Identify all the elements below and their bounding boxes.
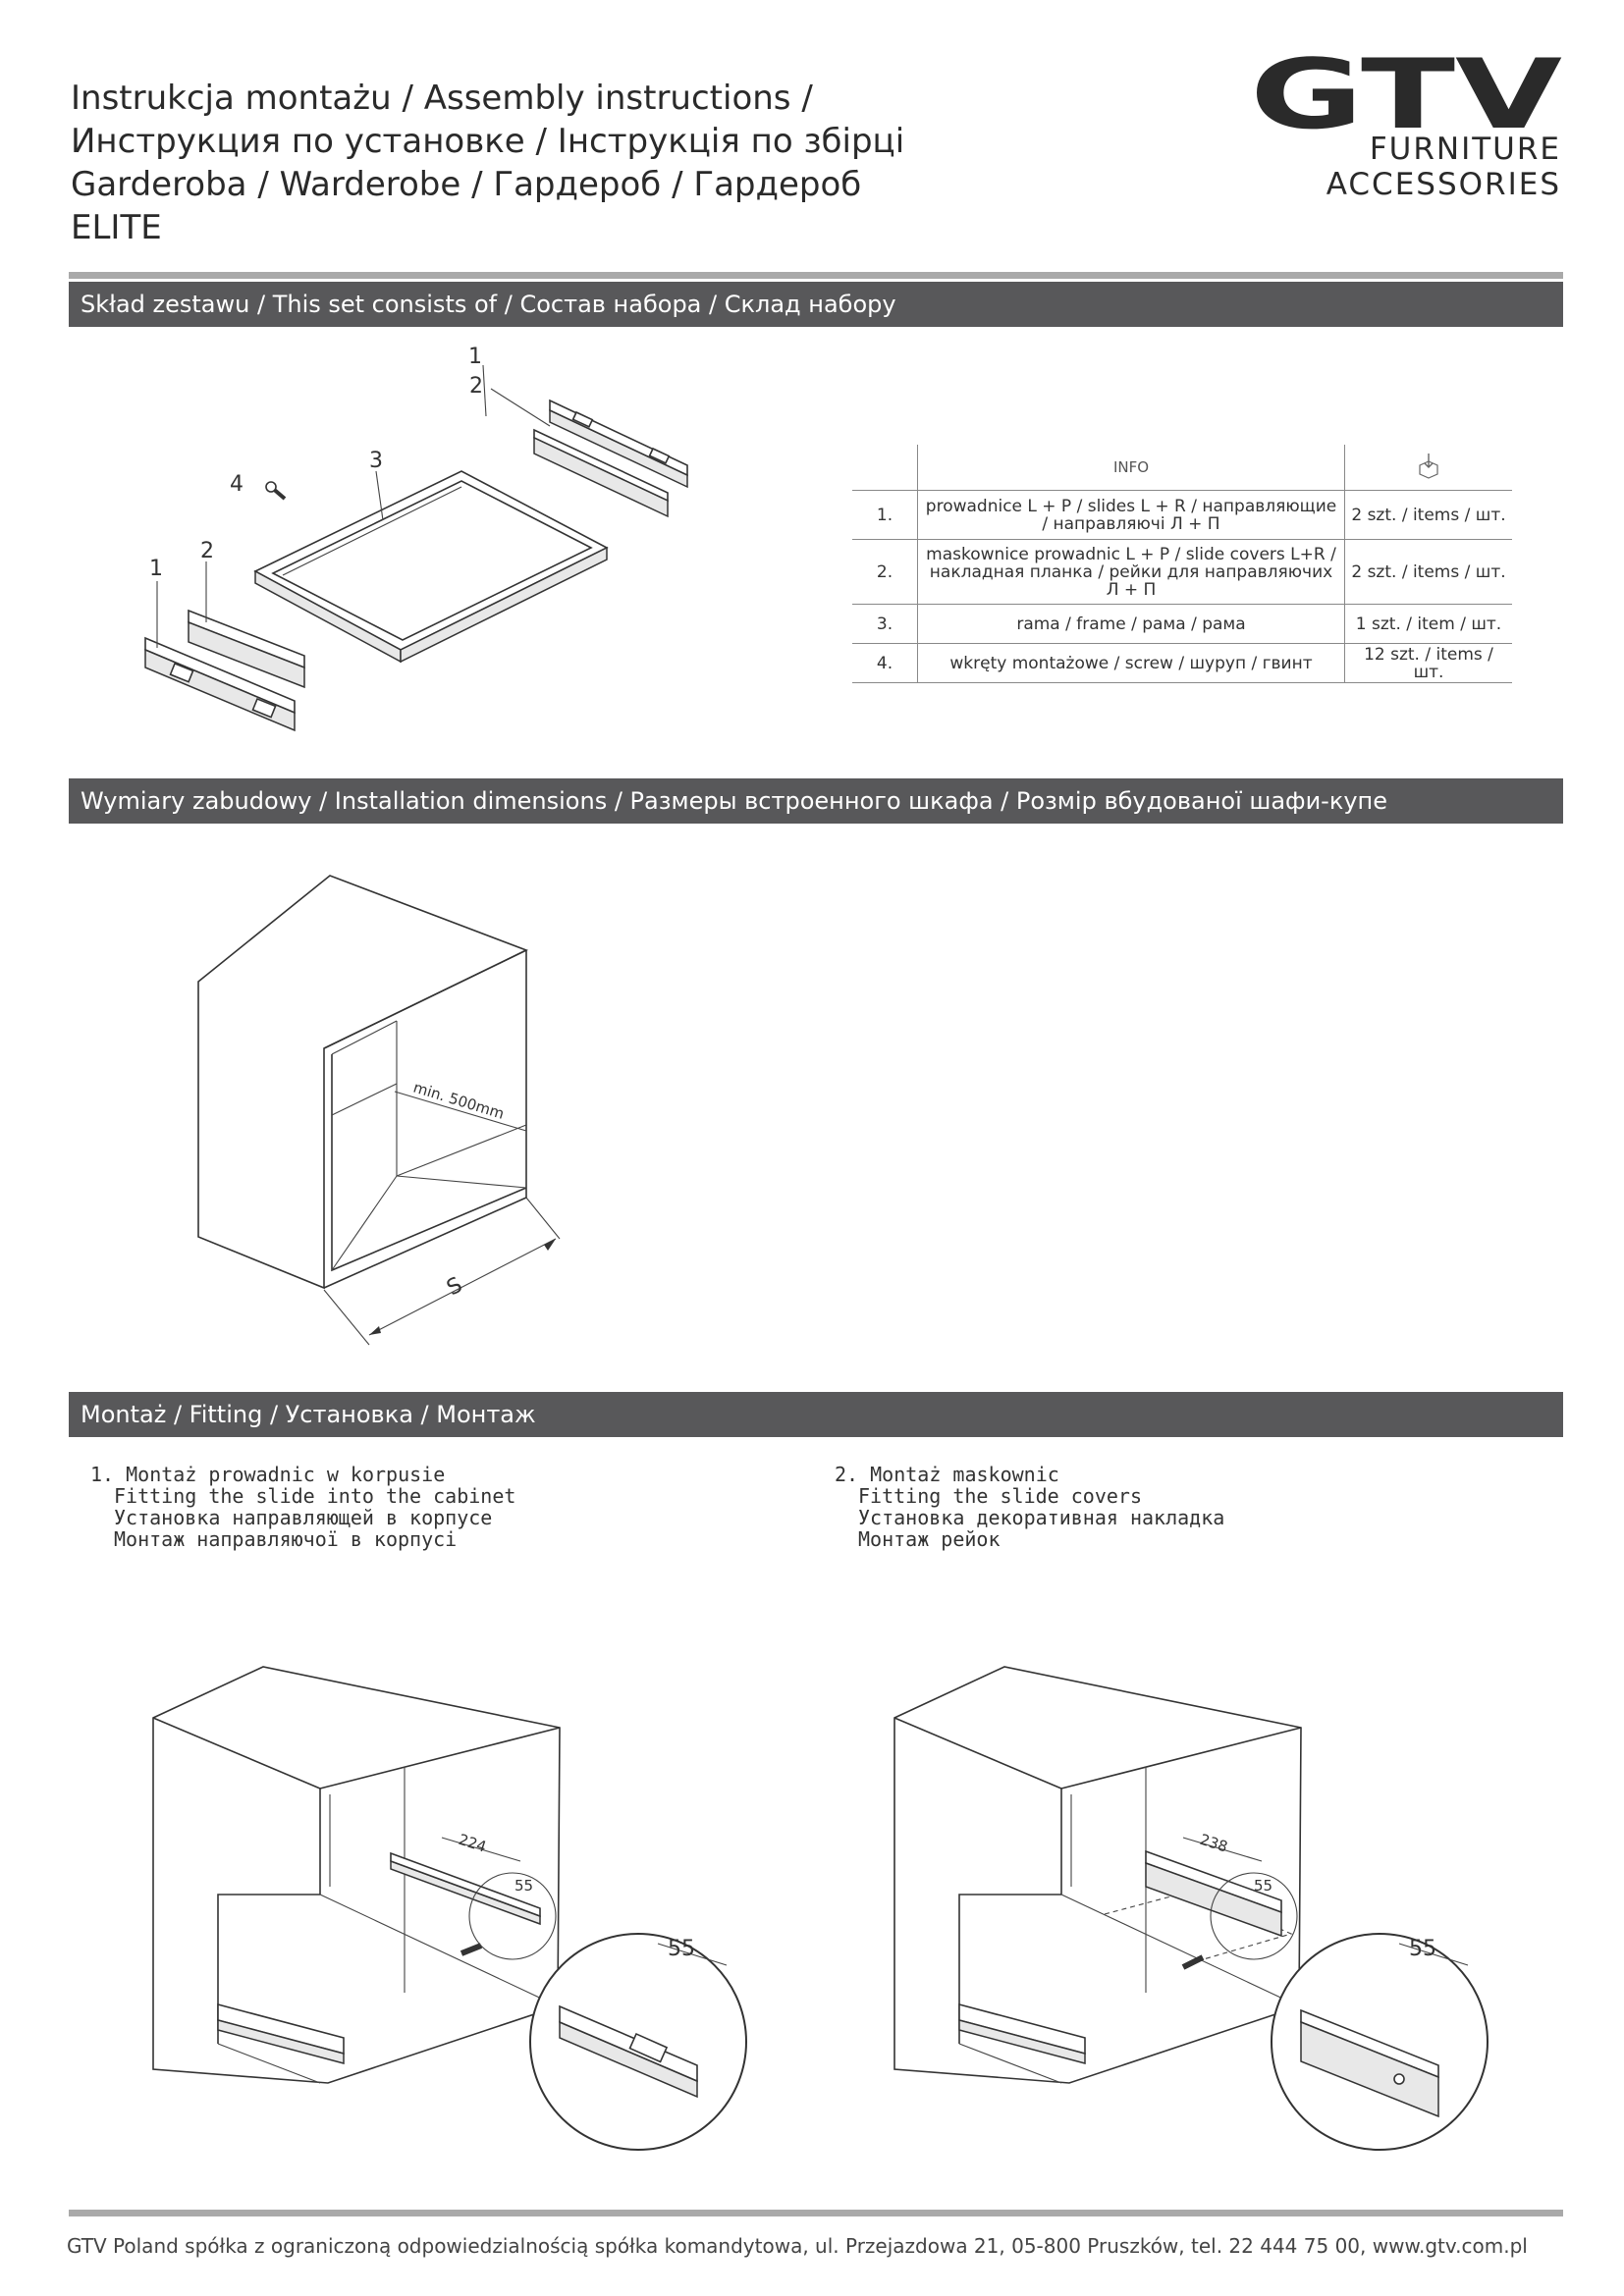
part-label: 1 [468,345,482,369]
table-header-info: INFO [918,445,1345,491]
part-label: 4 [230,472,244,497]
section-header-set: Skład zestawu / This set consists of / Состав набора / Склад набору [69,282,1563,327]
detail-dim-55: 55 [668,1937,695,1961]
dim-224: 224 [456,1830,489,1856]
table-row: 2. maskownice prowadnic L + P / slide covers L+R / накладная планка / рейки для направляючих Л + П 2 szt. / items / шт. [852,540,1512,605]
width-label: S [443,1272,467,1302]
title-line: ELITE [71,208,162,247]
footer-divider [69,2210,1563,2216]
part-label: 1 [149,557,163,581]
parts-table [852,445,1512,683]
table-row: 4. wkręty montażowe / screw / шуруп / гвинт 12 szt. / items / шт. [852,644,1512,683]
dim-55: 55 [1254,1877,1273,1895]
logo-wordmark: GTV [1250,39,1563,151]
footer-address: GTV Poland spółka z ograniczoną odpowiedzialnością spółka komandytowa, ul. Przejazdowa 21, 05-800 Pruszków, tel. 22 444 75 00, www.gtv.com.pl [67,2234,1528,2258]
slide-on-floor [218,2004,344,2063]
part-label: 2 [469,374,483,399]
part-label: 3 [369,449,383,473]
logo-sub-furniture: FURNITURE [1369,132,1561,167]
title-line: Инструкция по установке / Інструкція по збірці [71,122,905,161]
depth-label: min. 500mm [410,1078,507,1123]
step-1-diagram [147,1659,736,2169]
table-row: 3. rama / frame / рама / рама 1 szt. / item / шт. [852,605,1512,644]
section-header-dimensions: Wymiary zabudowy / Installation dimensions / Размеры встроенного шкафа / Розмір вбудованої шафи-купе [69,778,1563,824]
section-header-fitting: Montaż / Fitting / Установка / Монтаж [69,1392,1563,1437]
step-2-diagram [889,1659,1478,2169]
detail-dim-55: 55 [1409,1937,1436,1961]
screw-part [266,482,285,499]
part-label: 2 [200,539,214,563]
title-line: Garderoba / Warderobe / Гардероб / Гардероб [71,165,862,204]
slide-on-floor-2 [959,2004,1085,2063]
dim-55: 55 [514,1877,534,1895]
parts-illustration [137,344,785,756]
cabinet-dimension-diagram [187,864,579,1335]
dim-238: 238 [1197,1830,1230,1856]
step-1-text: 1. Montaż prowadnic w korpusie Fitting the slide into the cabinet Установка направляющей в корпусе Монтаж направляючої в корпусі [90,1463,516,1551]
step-2-text: 2. Montaż maskownic Fitting the slide covers Установка декоративная накладка Монтаж рейок [835,1463,1225,1551]
title-line: Instrukcja montażu / Assembly instructions / [71,79,813,118]
table-row: 1. prowadnice L + P / slides L + R / направляющие / направляючі Л + П 2 szt. / items / шт. [852,491,1512,540]
frame-part [255,471,607,662]
logo-sub-accessories: ACCESSORIES [1326,167,1561,202]
box-arrow-icon [1417,453,1440,478]
document-title [71,77,954,249]
section-divider [69,272,1563,279]
